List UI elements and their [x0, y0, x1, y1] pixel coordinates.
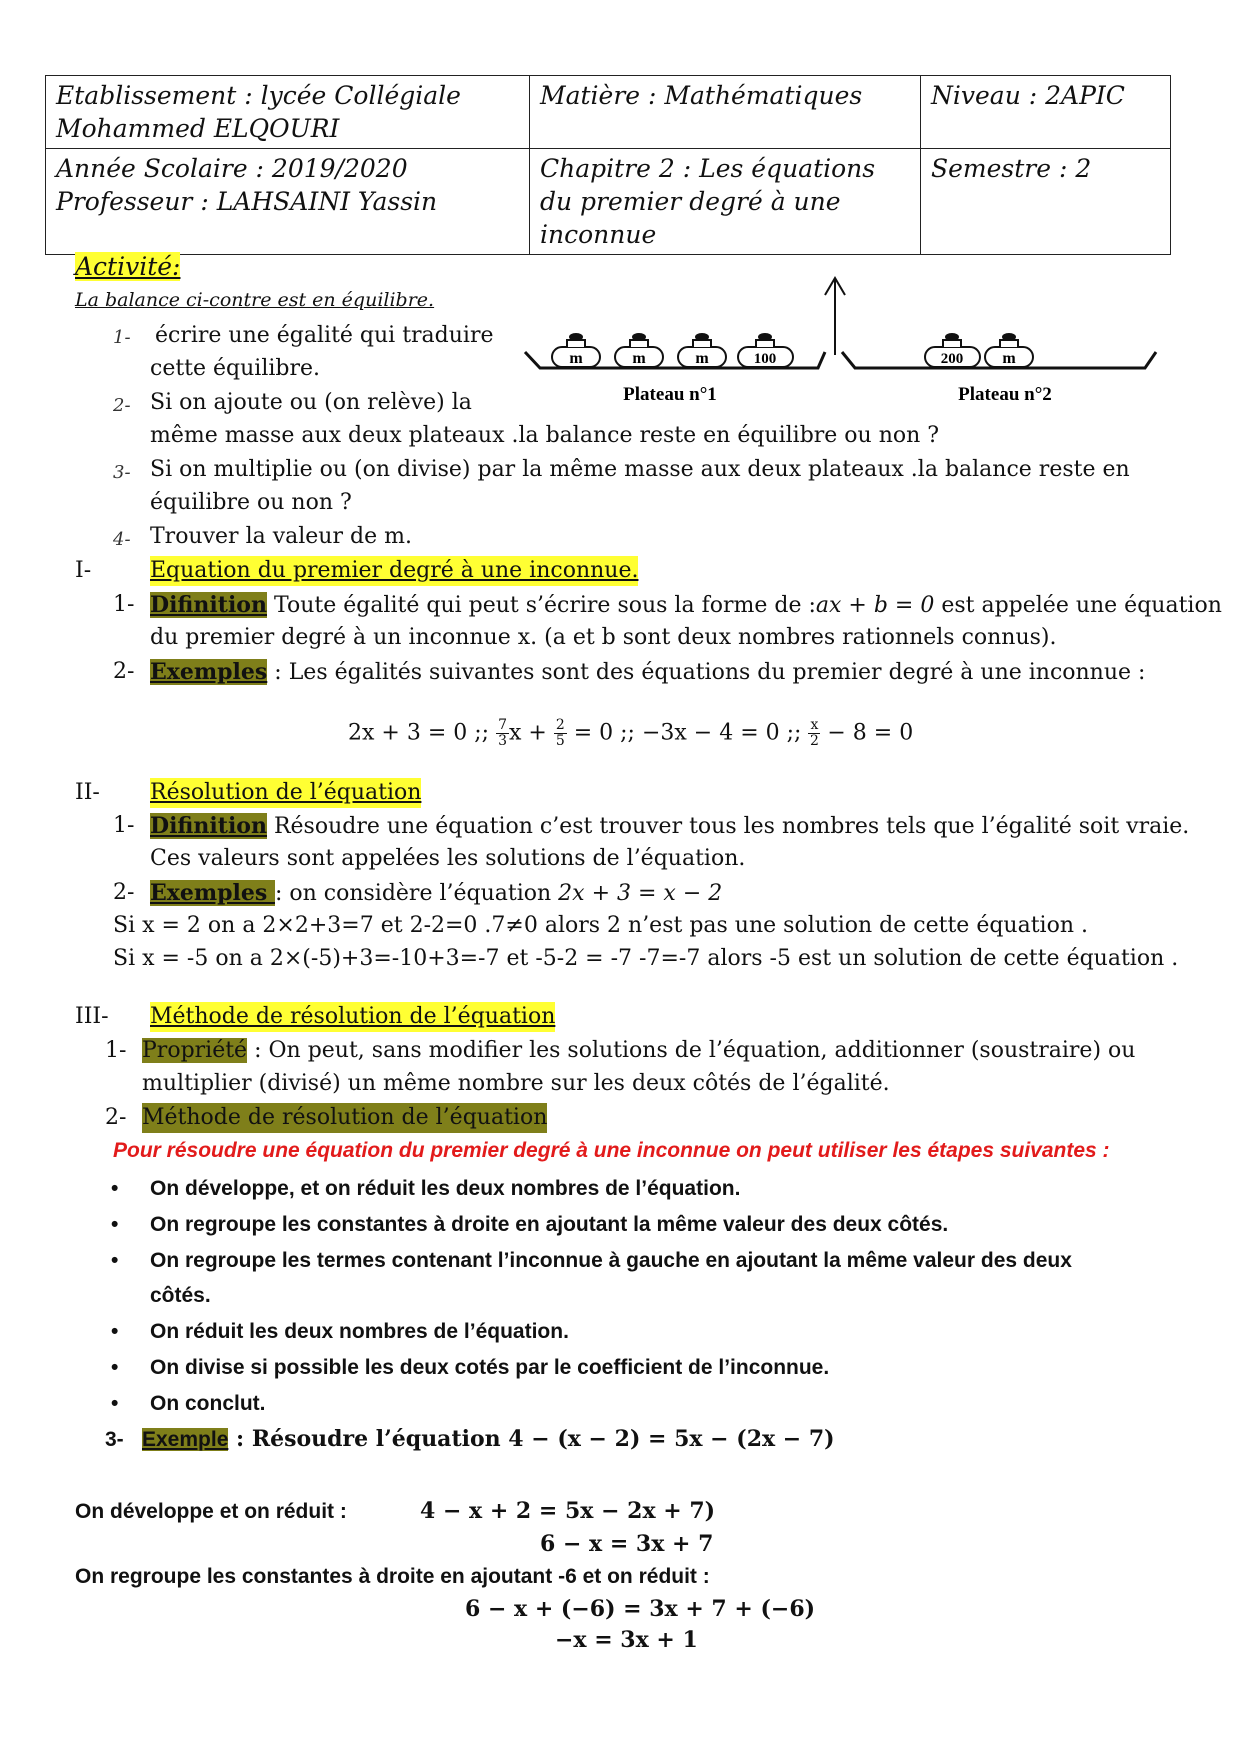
plateau1-label: Plateau n°1	[623, 384, 717, 405]
s3-step1-eq2: 6 − x = 3x + 7	[540, 1531, 714, 1557]
plateau1-weight-2	[615, 333, 663, 367]
q2-num: 2-	[113, 395, 131, 416]
weight-label: 200	[940, 351, 964, 367]
s1-ex-num: 2-	[113, 659, 135, 684]
q3-text-b: équilibre ou non ?	[150, 490, 352, 515]
etablissement-line2: Mohammed ELQOURI	[56, 114, 340, 143]
q4-text: Trouver la valeur de m.	[150, 524, 412, 549]
section2-title: Résolution de l’équation	[150, 778, 421, 808]
chapitre-line1: Chapitre 2 : Les équations	[540, 154, 876, 183]
bullet-dot-icon: •	[111, 1392, 119, 1415]
niveau-cell: Niveau : 2APIC	[921, 76, 1171, 149]
section1-num: I-	[75, 558, 92, 583]
s2-line1: Si x = 2 on a 2×2+3=7 et 2-2=0 .7≠0 alors 2 n’est pas une solution de cette équation .	[113, 913, 1088, 938]
s2-line2: Si x = -5 on a 2×(-5)+3=-10+3=-7 et -5-2 = -7 -7=-7 alors -5 est un solution de cette équation .	[113, 946, 1179, 971]
s2-def-text: Résoudre une équation c’est trouver tous les nombres tels que l’égalité soit vraie.	[266, 814, 1190, 839]
q1-text-a: écrire une égalité qui traduire	[155, 323, 494, 348]
s2-def-text2: Ces valeurs sont appelées les solutions de l’équation.	[150, 846, 746, 871]
frac-2-5: $\frac{2}{5}$	[555, 717, 565, 749]
s3-intro-red: Pour résoudre une équation du premier degré à une inconnue on peut utiliser les étapes suivantes :	[113, 1139, 1110, 1162]
eq3-end: − 8 = 0	[820, 720, 914, 746]
plateau1-weight-4	[738, 333, 793, 367]
s3-step2-label: On regroupe les constantes à droite en ajoutant -6 et on réduit :	[75, 1565, 710, 1588]
balance-figure	[520, 270, 1160, 410]
weight-label: m	[695, 350, 709, 367]
s2-ex-eq: 2x + 3 = x − 2	[558, 881, 723, 906]
bullet-dot-icon: •	[111, 1356, 119, 1379]
q3-num: 3-	[113, 462, 131, 483]
section1-title: Equation du premier degré à une inconnue.	[150, 556, 638, 586]
annee-text: Année Scolaire : 2019/2020	[56, 154, 408, 183]
s3-prop-label: Propriété	[142, 1038, 248, 1063]
s2-ex-text: : on considère l’équation	[274, 881, 559, 906]
frac-7-3: $\frac{7}{3}$	[498, 717, 507, 749]
plateau1-weight-3	[678, 333, 726, 367]
s3-ex-eq: 4 − (x − 2) = 5x − (2x − 7)	[508, 1426, 835, 1452]
s3-prop-text2: multiplier (divisé) un même nombre sur les deux côtés de l’égalité.	[142, 1071, 890, 1096]
plateau2-weight-1	[925, 333, 980, 367]
s1-def-line	[150, 590, 1222, 621]
s1-def-text-c: du premier degré à un inconnue x. (a et b sont deux nombres rationnels connus).	[150, 625, 1057, 650]
step-2: On regroupe les constantes à droite en ajoutant la même valeur des deux côtés.	[150, 1213, 949, 1236]
s2-ex-line	[150, 878, 722, 909]
s3-prop-line	[142, 1036, 1135, 1066]
section3-title: Méthode de résolution de l’équation	[150, 1002, 555, 1032]
bullet-dot-icon: •	[111, 1177, 119, 1200]
eq2-end: = 0 ;; −3x − 4 = 0 ;;	[566, 720, 809, 746]
s1-def-label: Difinition	[150, 592, 267, 618]
s1-def-num: 1-	[113, 592, 135, 617]
q2-text-a: Si on ajoute ou (on relève) la	[150, 390, 472, 415]
s2-def-label: Difinition	[150, 813, 267, 839]
plateau1-weight-1	[552, 333, 600, 367]
eq1: 2x + 3 = 0 ;;	[348, 720, 497, 746]
s1-ex-label: Exemples	[150, 659, 268, 685]
bullet-dot-icon: •	[111, 1213, 119, 1236]
s3-prop-num: 1-	[105, 1038, 127, 1063]
step-1: On développe, et on réduit les deux nombres de l’équation.	[150, 1177, 741, 1200]
s3-meth-label: Méthode de résolution de l’équation	[142, 1103, 547, 1133]
s1-examples-equations	[348, 718, 913, 749]
s1-def-text-a: Toute égalité qui peut s’écrire sous la forme de :	[266, 593, 816, 618]
eq2-mid: x +	[508, 720, 554, 746]
s3-ex-line	[142, 1424, 835, 1455]
step-3-cont: côtés.	[150, 1284, 211, 1307]
s3-step1-label: On développe et on réduit :	[75, 1500, 347, 1523]
etablissement-line1: Etablissement : lycée Collégiale	[56, 81, 461, 110]
q2-text-b: même masse aux deux plateaux .la balance reste en équilibre ou non ?	[150, 423, 940, 448]
weight-label: m	[1002, 350, 1016, 367]
s3-ex-num: 3-	[105, 1428, 124, 1451]
s2-def-line	[150, 811, 1189, 842]
plateau2-weight-2	[985, 333, 1033, 367]
q4-num: 4-	[113, 529, 131, 550]
s3-meth-num: 2-	[105, 1105, 127, 1130]
weight-label: 100	[753, 351, 777, 367]
activite-intro: La balance ci-contre est en équilibre.	[75, 289, 435, 311]
s3-ex-label: Exemple	[142, 1428, 229, 1451]
step-6: On conclut.	[150, 1392, 266, 1415]
activite-title: Activité:	[75, 252, 181, 281]
section2-num: II-	[75, 780, 100, 805]
weight-label: m	[632, 350, 646, 367]
professeur-text: Professeur : LAHSAINI Yassin	[56, 187, 438, 216]
q3-text-a: Si on multiplie ou (on divise) par la même masse aux deux plateaux .la balance reste en	[150, 457, 1130, 482]
chapitre-cell	[530, 149, 921, 255]
bullet-dot-icon: •	[111, 1249, 119, 1272]
s3-ex-text: : Résoudre l’équation	[228, 1426, 509, 1452]
plateau2-label: Plateau n°2	[958, 384, 1052, 405]
step-3: On regroupe les termes contenant l’inconnue à gauche en ajoutant la même valeur des deux	[150, 1249, 1072, 1272]
s1-def-formula: ax + b = 0	[815, 593, 935, 618]
step-4: On réduit les deux nombres de l’équation.	[150, 1320, 569, 1343]
s1-ex-text: : Les égalités suivantes sont des équations du premier degré à une inconnue :	[267, 660, 1146, 685]
matiere-cell: Matière : Mathématiques	[530, 76, 921, 149]
s1-ex-line	[150, 657, 1145, 688]
annee-cell	[46, 149, 530, 255]
s3-step2-eq1: 6 − x + (−6) = 3x + 7 + (−6)	[465, 1596, 816, 1622]
s3-step1-eq1: 4 − x + 2 = 5x − 2x + 7)	[420, 1498, 716, 1524]
s3-prop-text: : On peut, sans modifier les solutions de l’équation, additionner (soustraire) ou	[247, 1038, 1136, 1063]
frac-x-2: $\frac{x}{2}$	[809, 717, 819, 749]
s2-def-num: 1-	[113, 813, 135, 838]
chapitre-line2: du premier degré à une	[540, 187, 841, 216]
step-5: On divise si possible les deux cotés par le coefficient de l’inconnue.	[150, 1356, 830, 1379]
section3-num: III-	[75, 1004, 109, 1029]
header-table	[45, 75, 1171, 255]
etablissement-cell	[46, 76, 530, 149]
chapitre-line3: inconnue	[540, 220, 657, 249]
s2-ex-num: 2-	[113, 880, 135, 905]
q1-num: 1-	[113, 327, 131, 348]
weight-label: m	[569, 350, 583, 367]
s2-ex-label: Exemples	[150, 880, 275, 906]
semestre-cell: Semestre : 2	[921, 149, 1171, 255]
s3-step2-eq2: −x = 3x + 1	[555, 1627, 698, 1653]
q1-text-b: cette équilibre.	[150, 356, 321, 381]
s1-def-text-b: est appelée une équation	[934, 593, 1222, 618]
bullet-dot-icon: •	[111, 1320, 119, 1343]
